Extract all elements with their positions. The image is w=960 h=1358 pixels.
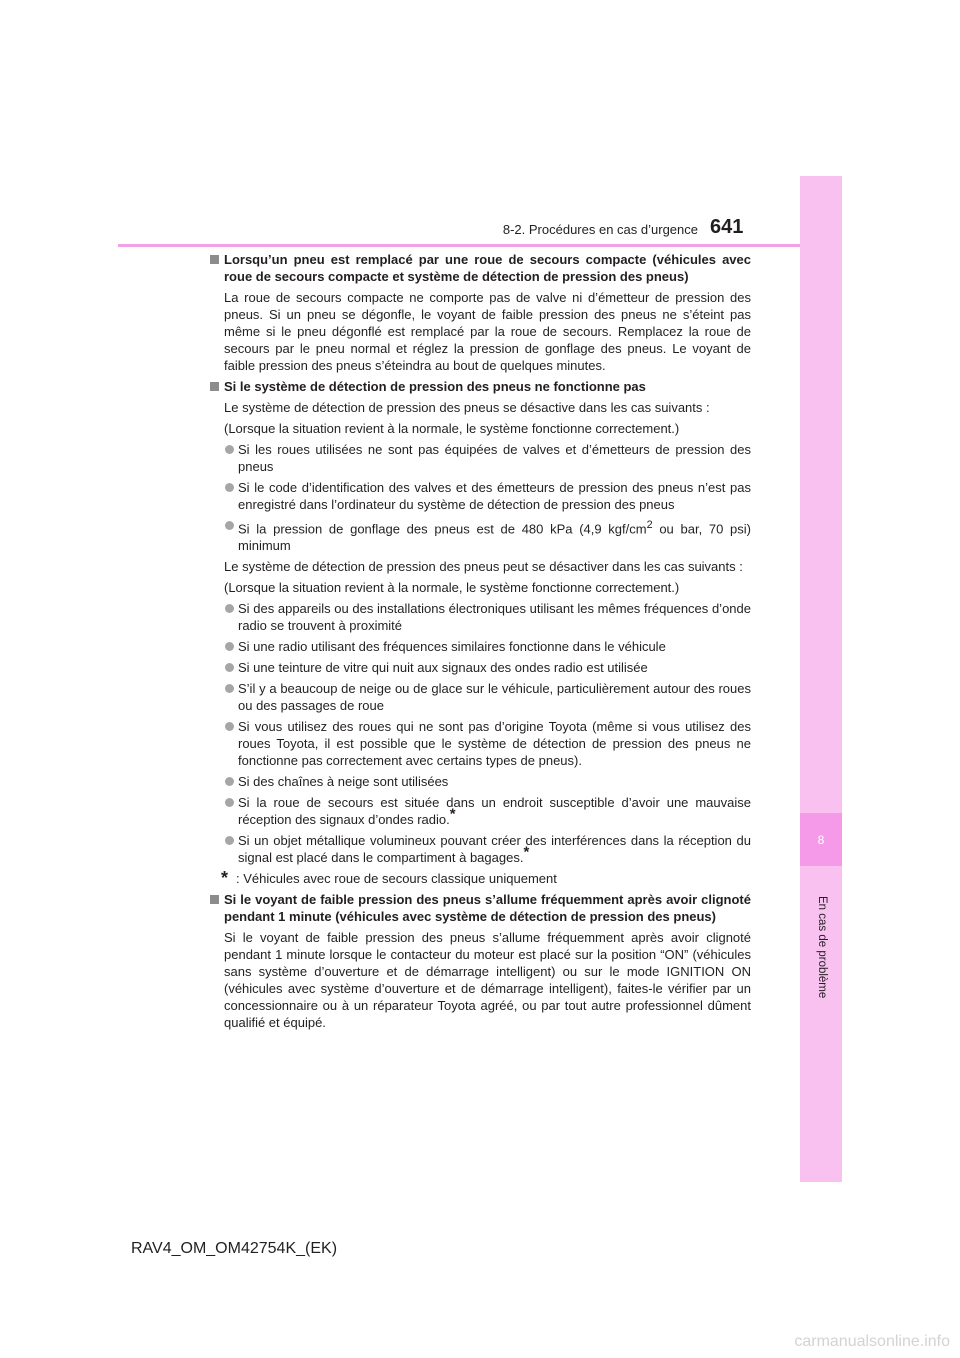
list-item bbox=[209, 794, 751, 828]
round-bullet-icon bbox=[225, 604, 234, 613]
watermark: carmanualsonline.info bbox=[794, 1333, 950, 1350]
chapter-number: 8 bbox=[817, 832, 825, 847]
page-body bbox=[209, 251, 751, 1035]
heading-text: Si le système de détection de pression des pneus ne fonctionne pas bbox=[224, 379, 646, 394]
section-heading bbox=[209, 378, 751, 395]
round-bullet-icon bbox=[225, 777, 234, 786]
round-bullet-icon bbox=[225, 521, 234, 530]
header-rule bbox=[118, 244, 800, 247]
footnote-marker: * bbox=[523, 844, 530, 861]
paragraph: (Lorsque la situation revient à la normale, le système fonctionne correctement.) bbox=[224, 421, 680, 436]
list-item bbox=[209, 718, 751, 769]
page-number: 641 bbox=[710, 216, 744, 238]
footnote bbox=[209, 870, 751, 887]
list-item bbox=[209, 600, 751, 634]
paragraph: La roue de secours compacte ne comporte pas de valve ni d’émetteur de pression des pneus. Si un pneu se dégonfle, le voyant de faible pression des pneus ne s’éteint pas même si le pneu dégonflé est remplacé par la roue de secours. Remplacez la roue de secours par le pneu normal et réglez la pression de gonflage des pneus. Le voyant de faible pression des pneus s’éteindra au bout de quelques minutes. bbox=[224, 290, 751, 373]
chapter-side-tab bbox=[800, 176, 842, 1182]
list-item-text: Si le code d’identification des valves et des émetteurs de pression des pneus n’est pas enregistré dans l’ordinateur du système de détection de pression des pneus bbox=[238, 480, 751, 512]
list-item bbox=[209, 659, 751, 676]
list-item-text: Si des chaînes à neige sont utilisées bbox=[238, 774, 449, 790]
round-bullet-icon bbox=[225, 663, 234, 672]
list-item bbox=[209, 680, 751, 714]
list-item bbox=[209, 479, 751, 513]
model-code: RAV4_OM_OM42754K_(EK) bbox=[131, 1240, 338, 1257]
paragraph: Le système de détection de pression des pneus se désactive dans les cas suivants : bbox=[224, 400, 710, 415]
section-heading bbox=[209, 251, 751, 285]
list-item-text: ou bar, 70 psi) minimum bbox=[238, 521, 752, 554]
round-bullet-icon bbox=[225, 722, 234, 731]
list-item bbox=[209, 638, 751, 655]
section-title: 8-2. Procédures en cas d’urgence bbox=[502, 222, 698, 237]
footnote-text: : Véhicules avec roue de secours classique uniquement bbox=[236, 871, 557, 887]
list-item-text: Si les roues utilisées ne sont pas équipées de valves et d’émetteurs de pression des pneus bbox=[238, 442, 751, 474]
round-bullet-icon bbox=[225, 798, 234, 807]
list-item-text: Si des appareils ou des installations électroniques utilisant les mêmes fréquences d’onde radio se trouvent à proximité bbox=[238, 601, 751, 634]
list-item-text: Si la pression de gonflage des pneus est de 480 kPa (4,9 kgf/cm bbox=[238, 521, 647, 537]
chapter-title: En cas de problème bbox=[816, 896, 828, 999]
list-item bbox=[209, 832, 751, 866]
square-bullet-icon bbox=[210, 255, 219, 264]
list-item-text: Si un objet métallique volumineux pouvant créer des interférences dans la réception du signal est placé dans le compartiment à bagages. bbox=[238, 833, 751, 866]
list-item bbox=[209, 773, 751, 790]
list-item-text: S’il y a beaucoup de neige ou de glace sur le véhicule, particulièrement autour des roues ou des passages de roue bbox=[238, 681, 751, 714]
list-item-text: Si la roue de secours est située dans un endroit susceptible d’avoir une mauvaise réception des signaux d’ondes radio. bbox=[238, 795, 751, 828]
round-bullet-icon bbox=[225, 445, 234, 454]
list-item-text: Si une radio utilisant des fréquences similaires fonctionne dans le véhicule bbox=[238, 639, 666, 655]
round-bullet-icon bbox=[225, 483, 234, 492]
square-bullet-icon bbox=[210, 895, 219, 904]
footnote-marker: * bbox=[221, 868, 229, 889]
list-item bbox=[209, 517, 751, 554]
paragraph: Si le voyant de faible pression des pneus s’allume fréquemment après avoir clignoté pendant 1 minute lorsque le contacteur du moteur est placé sur la position “ON” (véhicules sans système d’ouverture et de démarrage intelligent) ou sur le mode IGNITION ON (véhicules avec système d’ouverture et de démarrage intelligent), faites-le vérifier par un concessionnaire ou à un réparateur Toyota agréé, ou par tout autre professionnel dûment qualifié et équipé. bbox=[224, 930, 751, 1031]
round-bullet-icon bbox=[225, 642, 234, 651]
square-bullet-icon bbox=[210, 382, 219, 391]
footnote-marker: * bbox=[449, 806, 456, 823]
list-item bbox=[209, 441, 751, 475]
list-item-text: Si vous utilisez des roues qui ne sont pas d’origine Toyota (même si vous utilisez des roues Toyota, il est possible que le système de détection de pression des pneus ne fonctionne pas correctement avec certains types de pneus). bbox=[238, 719, 751, 769]
chapter-number-badge bbox=[800, 813, 842, 866]
round-bullet-icon bbox=[225, 684, 234, 693]
round-bullet-icon bbox=[225, 836, 234, 845]
superscript: 2 bbox=[646, 519, 653, 531]
section-heading bbox=[209, 891, 751, 925]
paragraph: Le système de détection de pression des pneus peut se désactiver dans les cas suivants : bbox=[224, 559, 743, 575]
paragraph: (Lorsque la situation revient à la normale, le système fonctionne correctement.) bbox=[224, 580, 680, 596]
heading-text: Si le voyant de faible pression des pneus s’allume fréquemment après avoir clignoté pendant 1 minute (véhicules avec système de détection de pression des pneus) bbox=[224, 892, 751, 925]
heading-text: Lorsqu’un pneu est remplacé par une roue de secours compacte (véhicules avec roue de secours compacte et système de détection de pression des pneus) bbox=[224, 252, 751, 284]
list-item-text: Si une teinture de vitre qui nuit aux signaux des ondes radio est utilisée bbox=[238, 660, 648, 676]
